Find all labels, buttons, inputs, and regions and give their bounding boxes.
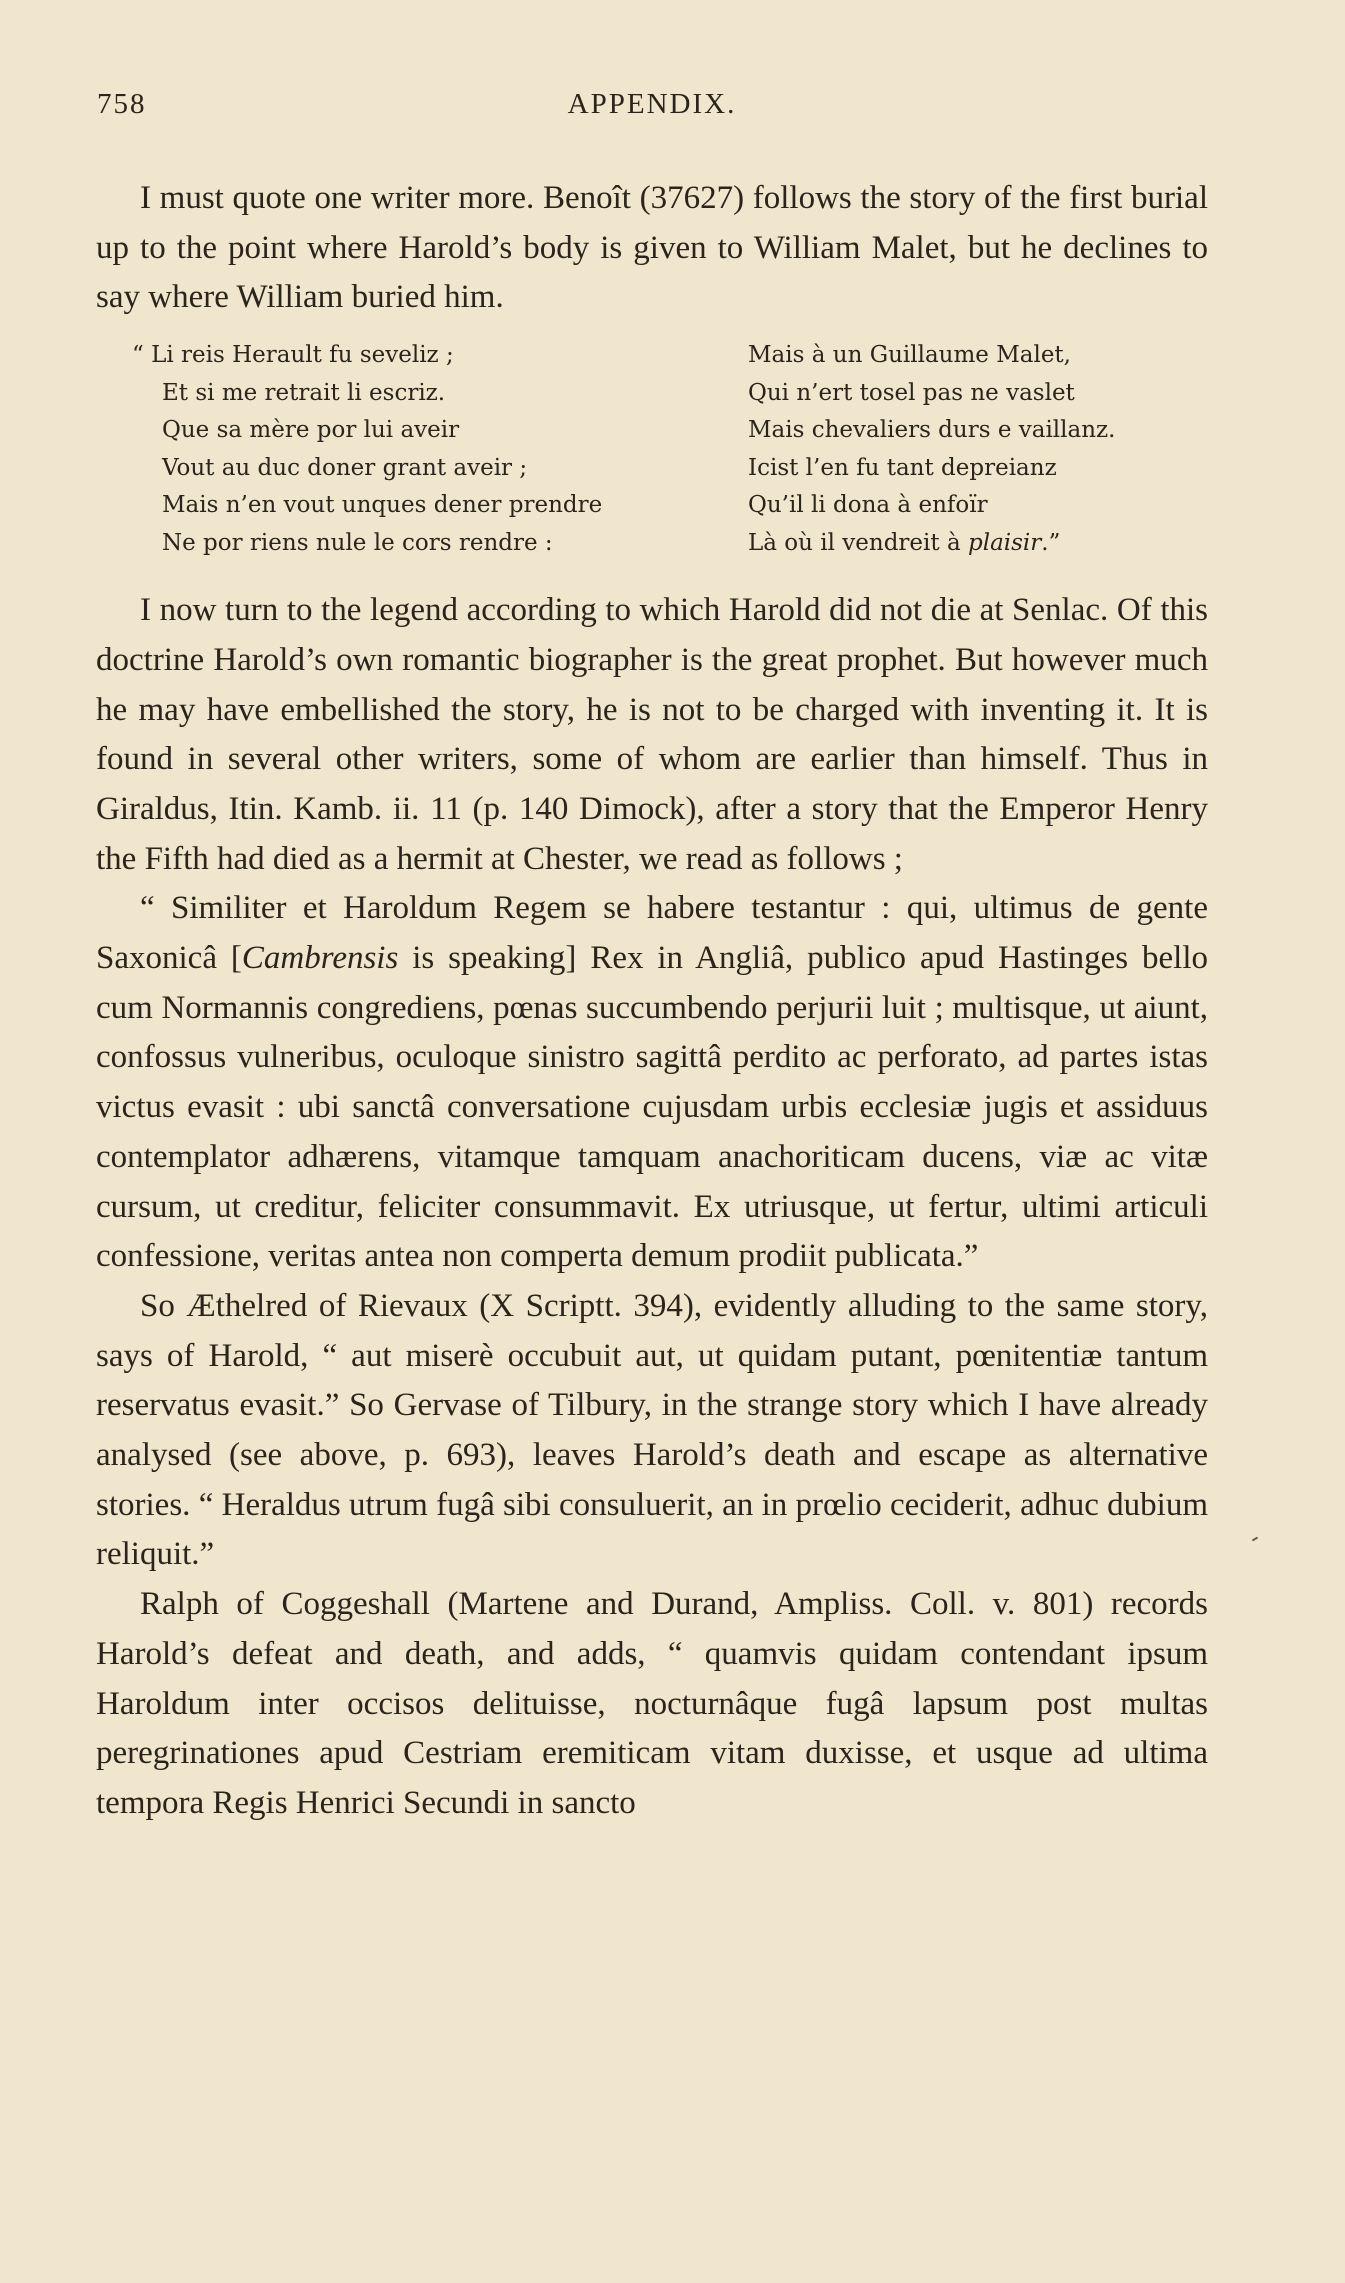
paragraph-benoit: I must quote one writer more. Benoît (37627) follows the story of the first burial up to the point where Harold’s body is given to William Malet, but he declines to say where William buried him. — [96, 180, 1208, 316]
verse-column-right — [748, 337, 1196, 562]
verse-line: Ne por riens nule le cors rendre : — [162, 529, 553, 556]
verse-line: Que sa mère por lui aveir — [162, 417, 460, 444]
quote-text: is speaking] Rex in Angliâ, publico apud Hastinges bello cum Normannis congrediens, pœnas succumbendo perjurii luit ; multisque, ut aiunt, confossus vulneribus, oculoque sinistro sagittâ perdito ac perforato, ad partes istas victus evasit : ubi sanctâ conversatione cujusdam urbis ecclesiæ jugis et assiduus contemplator adhærens, vitamque tamquam anachoriticam ducens, viæ ac vitæ cursum, ut creditur, feliciter consummavit. Ex utriusque, ut fertur, ultimi articuli confessione, veritas antea non comperta demum prodiit publicata.” — [96, 940, 1209, 1275]
verse-column-left — [132, 337, 602, 562]
paragraph-ralph: Ralph of Coggeshall (Martene and Durand, Ampliss. Coll. v. 801) records Harold’s defeat and death, and adds, “ quamvis quidam contendant ipsum Haroldum inter occisos delituisse, nocturnâque fugâ lapsum post multas peregrinationes apud Cestriam eremiticam vitam duxisse, et usque ad ultima tempora Regis Henrici Secundi in sancto — [96, 1586, 1208, 1821]
paragraph-aethelred: So Æthelred of Rievaux (X Scriptt. 394), evidently alluding to the same story, says of Harold, “ aut miserè occubuit aut, ut quidam putant, pœnitentiæ tantum reservatus evasit.” So Gervase of Tilbury, in the strange story which I have already analysed (see above, p. 693), leaves Harold’s death and escape as alternative stories. “ Heraldus utrum fugâ sibi consuluerit, an in prœlio ceciderit, adhuc dubium reliquit.” — [96, 1287, 1208, 1573]
verse-italic-word: plaisir — [967, 529, 1042, 556]
quote-italic: Cambrensis — [241, 940, 399, 977]
verse-line: Icist l’en fu tant depreianz — [748, 454, 1057, 481]
verse-line: Qu’il li dona à enfoïr — [748, 492, 988, 519]
verse-line: “ Li reis Herault fu seveliz ; — [132, 342, 454, 369]
page-number: 758 — [97, 88, 147, 120]
verse-line-end: .” — [1041, 529, 1061, 556]
verse-line-text: Là où il vendreit à — [748, 529, 968, 556]
margin-mark — [1252, 1537, 1258, 1542]
verse-line: Mais chevaliers durs e vaillanz. — [748, 417, 1116, 444]
page-header — [97, 88, 1207, 128]
running-head: APPENDIX. — [567, 88, 737, 120]
quote-text: “ Similiter et Haroldum Regem se habere testantur : qui, ultimus de gente Saxonicâ [ — [96, 890, 1208, 977]
verse-line — [748, 525, 1196, 563]
verse-line: Mais à un Guillaume Malet, — [748, 342, 1071, 369]
verse-line: Mais n’en vout unques dener prendre — [162, 492, 603, 519]
paragraph-legend: I now turn to the legend according to which Harold did not die at Senlac. Of this doctrine Harold’s own romantic biographer is the great prophet. But however much he may have embellished the story, he is not to be charged with inventing it. It is found in several other writers, some of whom are earlier than himself. Thus in Giraldus, Itin. Kamb. ii. 11 (p. 140 Dimock), after a story that the Emperor Henry the Fifth had died as a hermit at Chester, we read as follows ; — [96, 592, 1208, 877]
verse-line: Qui n’ert tosel pas ne vaslet — [748, 379, 1075, 406]
paragraph-giraldus-quote — [96, 884, 1208, 1282]
verse-line: Vout au duc doner grant aveir ; — [162, 454, 528, 481]
verse-quotation — [132, 337, 1196, 562]
body-text — [96, 174, 1208, 1829]
verse-line: Et si me retrait li escriz. — [162, 379, 446, 406]
